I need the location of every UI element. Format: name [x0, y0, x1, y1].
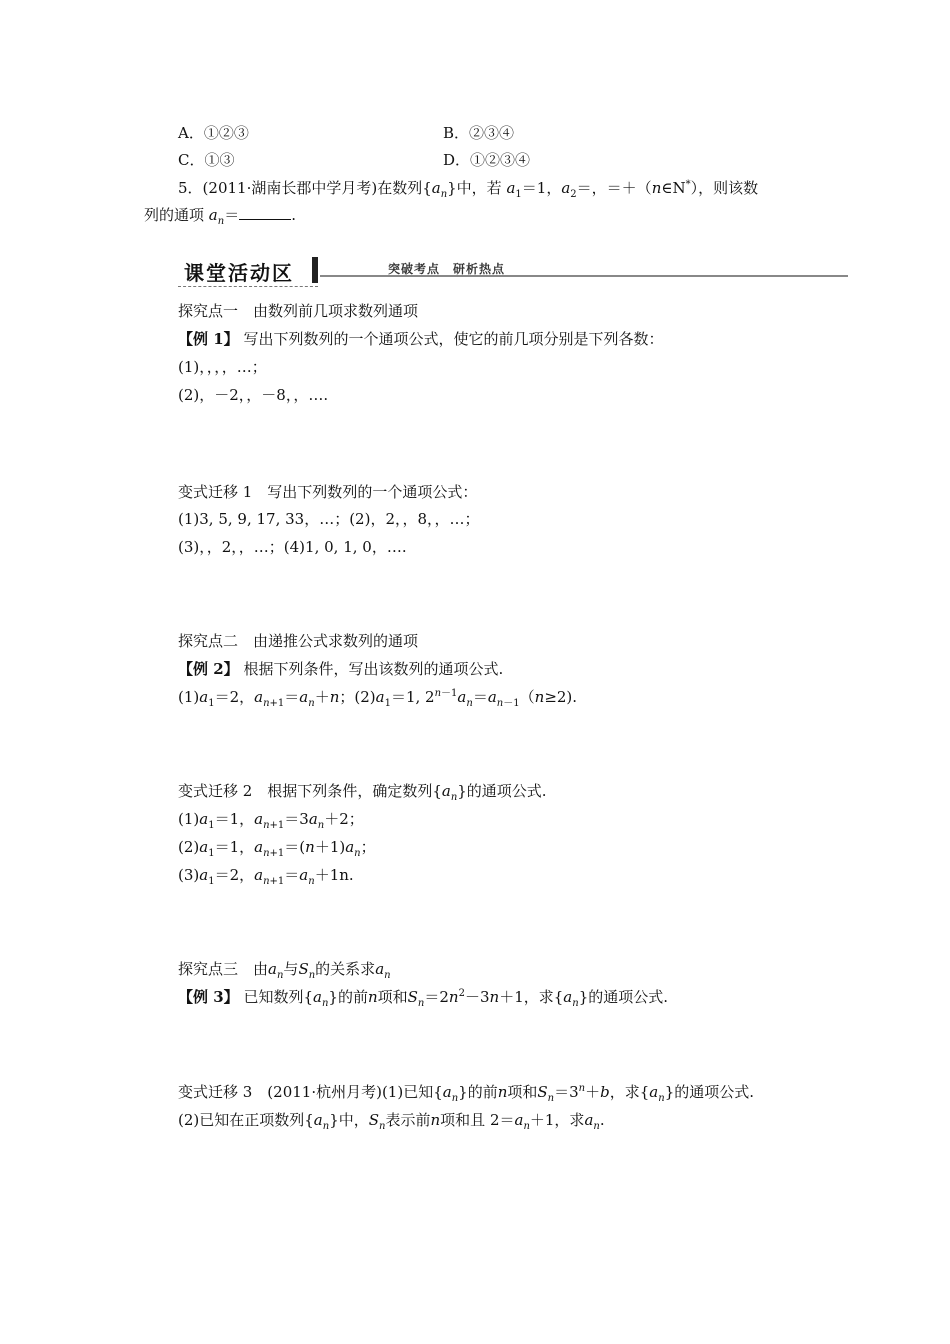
- example-2-items: $(1)a_1=2$，$a_{n+1}=a_n+n$；$(2)a_1=1$, $2^{n-1}a_n=a_{n-1}(n\ge 2)$.: [178, 688, 578, 709]
- variant-2-item-1: $(1)a_1=1$，$a_{n+1}=3a_n+2$；: [178, 810, 364, 831]
- variant-1-line-1: (1)3, 5, 9, 17, 33，…；(2)，2，，8，，…；: [178, 510, 480, 528]
- variant-1-heading: 变式迁移 1 写出下列数列的一个通项公式：: [178, 483, 478, 501]
- variant-2-item-2: $(2)a_1=1$，$a_{n+1}=(n+1)a_n$；: [178, 838, 376, 859]
- section-1-heading: 探究点一 由数列前几项求数列通项: [178, 302, 419, 320]
- variant-1-line-2: (3)，，2，，…；(4)1, 0, 1, 0，….: [178, 538, 407, 556]
- option-c: C．①③: [178, 151, 235, 169]
- example-3: 【例 3】 已知数列$\{a_n\}$的前n项和$S_n=2n^2-3n+1$，求$\{a_n\}$的通项公式.: [178, 988, 668, 1009]
- banner-subtitle: 突破考点 研析热点: [388, 262, 506, 276]
- variant-3-heading: 变式迁移 3 (2011·杭州月考)(1)已知$\{a_n\}$的前n项和$S_n=3^n+b$，求$\{a_n\}$的通项公式.: [178, 1083, 755, 1104]
- section-banner: [178, 255, 850, 291]
- banner-title: 课堂活动区: [184, 261, 294, 285]
- answer-blank[interactable]: [239, 205, 291, 220]
- example-1: 【例 1】 写出下列数列的一个通项公式，使它的前几项分别是下列各数：: [178, 330, 664, 348]
- section-3-heading: 探究点三 由$a_n$与$S_n$的关系求$a_n$: [178, 960, 391, 981]
- variant-2-item-3: $(3)a_1=2$，$a_{n+1}=a_n+1n$.: [178, 866, 354, 887]
- banner-dashed-rule: [178, 286, 318, 287]
- section-2-heading: 探究点二 由递推公式求数列的通项: [178, 632, 419, 650]
- option-b: B．②③④: [443, 124, 515, 142]
- option-d: D．①②③④: [443, 151, 531, 169]
- banner-bar: [312, 257, 318, 283]
- example-1-item-2: (2)，－2，，－8，，….: [178, 386, 329, 404]
- variant-2-heading: 变式迁移 2 根据下列条件，确定数列$\{a_n\}$的通项公式.: [178, 782, 547, 803]
- variant-3-item-2: (2)已知在正项数列$\{a_n\}$中，$S_n$表示前n项和且 $2=a_n+1$，求$a_n$.: [178, 1111, 605, 1132]
- question-5-line2: 列的通项 $a_n=$ .: [144, 206, 296, 227]
- example-1-item-1: (1)，，，，…；: [178, 358, 267, 376]
- question-5-line1: 5．(2011·湖南长郡中学月考)在数列$\{a_n\}$中，若 $a_1=1$，$a_2=$，＝＋（n∈N*），则该数: [178, 179, 759, 200]
- option-a: A．①②③: [178, 124, 249, 142]
- example-2: 【例 2】 根据下列条件，写出该数列的通项公式.: [178, 660, 504, 678]
